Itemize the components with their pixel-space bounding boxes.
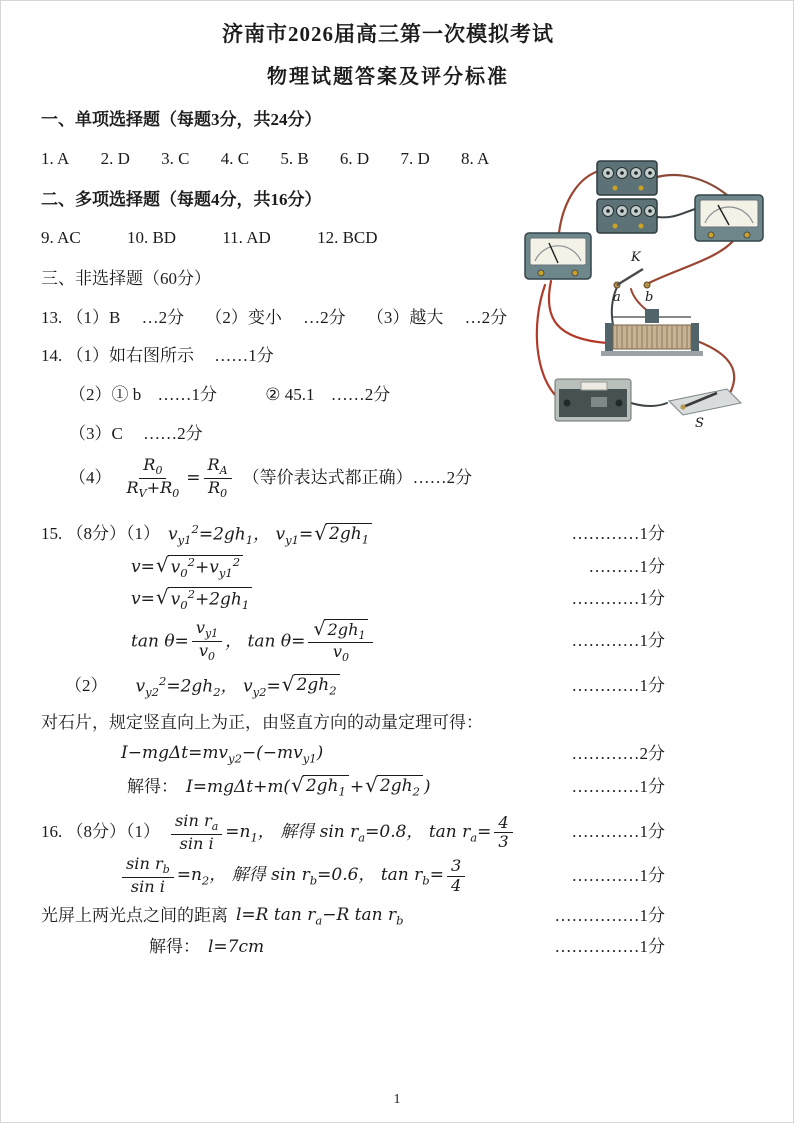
formula: v= √ $v_0^2+v_{y1}^2$ (131, 555, 244, 581)
answer-item: 2. D (100, 149, 130, 169)
multi-choice-heading: 二、多项选择题（每题4分，共16分） (41, 189, 322, 209)
q14-answer: （2）① b (69, 384, 142, 404)
item-label: （4） (69, 468, 112, 488)
score-mark: …………1分 (571, 822, 665, 842)
formula: $I-mg\Delta t=mv_{y2}-(-mv_{y1})$ (121, 743, 324, 766)
score-mark: ……………1分 (554, 937, 665, 957)
answer-item: 5. B (280, 149, 309, 169)
q15-step-7 (41, 775, 665, 800)
resistance-box-1 (597, 161, 657, 195)
formula: I=mgΔt+m( √ $2gh_1$ + √ $2gh_2$ ) (186, 773, 431, 799)
q15-step-1 (41, 521, 665, 549)
switch-s-label: S (695, 416, 704, 429)
score-mark: ……2分 (330, 384, 391, 404)
q15-step-4 (41, 619, 665, 665)
statement-text: 对石片，规定竖直向上为正，由竖直方向的动量定理可得： (41, 712, 483, 732)
formula: tan θ= $\frac{v_{y1}}{v_0}$ ， tan θ= √ $2gh_1$ $v_0$ (131, 619, 376, 665)
formula: $\frac{R_0}{R_V+R_0}$ = $\frac{R_A}{R_0}$ (120, 456, 235, 501)
score-mark: ……1分 (214, 346, 274, 366)
q15-step-3 (41, 584, 665, 613)
switch-k (614, 269, 650, 288)
q14-answer: ② 45.1 (265, 384, 315, 404)
score-mark: …………1分 (571, 777, 665, 797)
q14-answer: 14. （1）如右图所示 (41, 346, 194, 366)
q15-step-6 (41, 741, 665, 767)
q13-answer: 13. （1）B (41, 307, 121, 327)
formula: l=7cm (208, 937, 265, 958)
resistance-box-2 (597, 199, 657, 233)
score-mark: …………1分 (571, 631, 665, 651)
page-title: 济南市2026届高三第一次模拟考试 (222, 22, 554, 46)
page-subtitle: 物理试题答案及评分标准 (267, 66, 509, 89)
contact-b-label: b (645, 290, 654, 305)
q16-step-2 (41, 855, 665, 896)
score-mark: …………1分 (571, 676, 665, 696)
rheostat (601, 309, 703, 356)
formula: $v_{y1}^2=2gh_1$， $v_{y1}=$ √ $2gh_1$ (168, 521, 373, 549)
formula: $\frac{\sin r_a}{\text{sin i}}$ $=n_1$， 解得 $\sin r_a=0.8$， $\tan r_a=$ $\frac{4}{3}$ (168, 812, 516, 853)
question-label: 16. （8分）（1） (41, 822, 160, 842)
ammeter (695, 195, 763, 241)
score-mark: …2分 (141, 307, 185, 327)
score-mark: …………1分 (571, 865, 665, 885)
answer-item: 1. A (41, 149, 70, 169)
score-mark: …2分 (303, 307, 346, 327)
formula: v= √ $v_0^2+2gh_1$ (131, 587, 253, 613)
answer-item: 7. D (400, 149, 430, 169)
equivalence-note: （等价表达式都正确）……2分 (242, 468, 473, 488)
statement-text: 光屏上两光点之间的距离 (41, 905, 228, 925)
score-mark: ……1分 (157, 384, 217, 404)
answer-item: 9. AC (41, 228, 81, 248)
solve-label: 解得： (127, 777, 178, 797)
contact-a-label: a (613, 290, 621, 305)
score-mark: …………1分 (571, 524, 665, 544)
q15-step-2 (41, 552, 665, 581)
score-mark: ……………1分 (554, 905, 665, 925)
q14-line-4 (41, 456, 735, 501)
formula: l=R $\tan r_a-R$ $\tan r_b$ (236, 904, 404, 928)
q14-answer: （3）C (69, 423, 123, 443)
page-number: 1 (393, 1091, 401, 1107)
score-mark: ……2分 (143, 423, 203, 443)
circuit-diagram (521, 157, 779, 429)
voltmeter (525, 233, 591, 279)
q13-answer: （3）越大 (366, 307, 444, 327)
score-mark: …………1分 (571, 589, 665, 609)
free-response-heading: 三、非选择题（60分） (41, 269, 211, 288)
solve-label: 解得： (149, 937, 200, 957)
power-supply (555, 379, 631, 421)
formula: $v_{y2}^2=2gh_2$， $v_{y2}=$ √ $2gh_2$ (136, 673, 341, 701)
single-choice-heading: 一、单项选择题（每题3分，共24分） (41, 110, 322, 130)
switch-k-label: K (631, 250, 641, 265)
answer-item: 8. A (460, 149, 490, 169)
item-label: （2） (65, 676, 108, 696)
answer-item: 12. BCD (317, 228, 378, 248)
q16-step-4 (41, 935, 665, 960)
switch-s (669, 389, 741, 415)
q16-step-1 (41, 812, 665, 853)
q16-step-3 (41, 903, 665, 929)
answer-item: 10. BD (126, 228, 177, 248)
answer-item: 11. AD (222, 228, 271, 248)
q15-step-5 (41, 673, 665, 701)
answer-item: 4. C (220, 149, 250, 169)
q13-answer: （2）变小 (205, 307, 282, 327)
q15-explanation (41, 711, 735, 736)
answer-item: 6. D (339, 149, 370, 169)
score-mark: ………1分 (588, 557, 665, 577)
score-mark: …………2分 (571, 743, 665, 763)
answer-item: 3. C (161, 149, 190, 169)
question-label: 15. （8分）（1） (41, 524, 160, 544)
score-mark: …2分 (464, 307, 508, 327)
formula: $\frac{\sin r_b}{\text{sin i}}$ $=n_2$， 解得 $\sin r_b=0.6$， $\tan r_b=$ $\frac{3}{4}$ (119, 855, 468, 896)
